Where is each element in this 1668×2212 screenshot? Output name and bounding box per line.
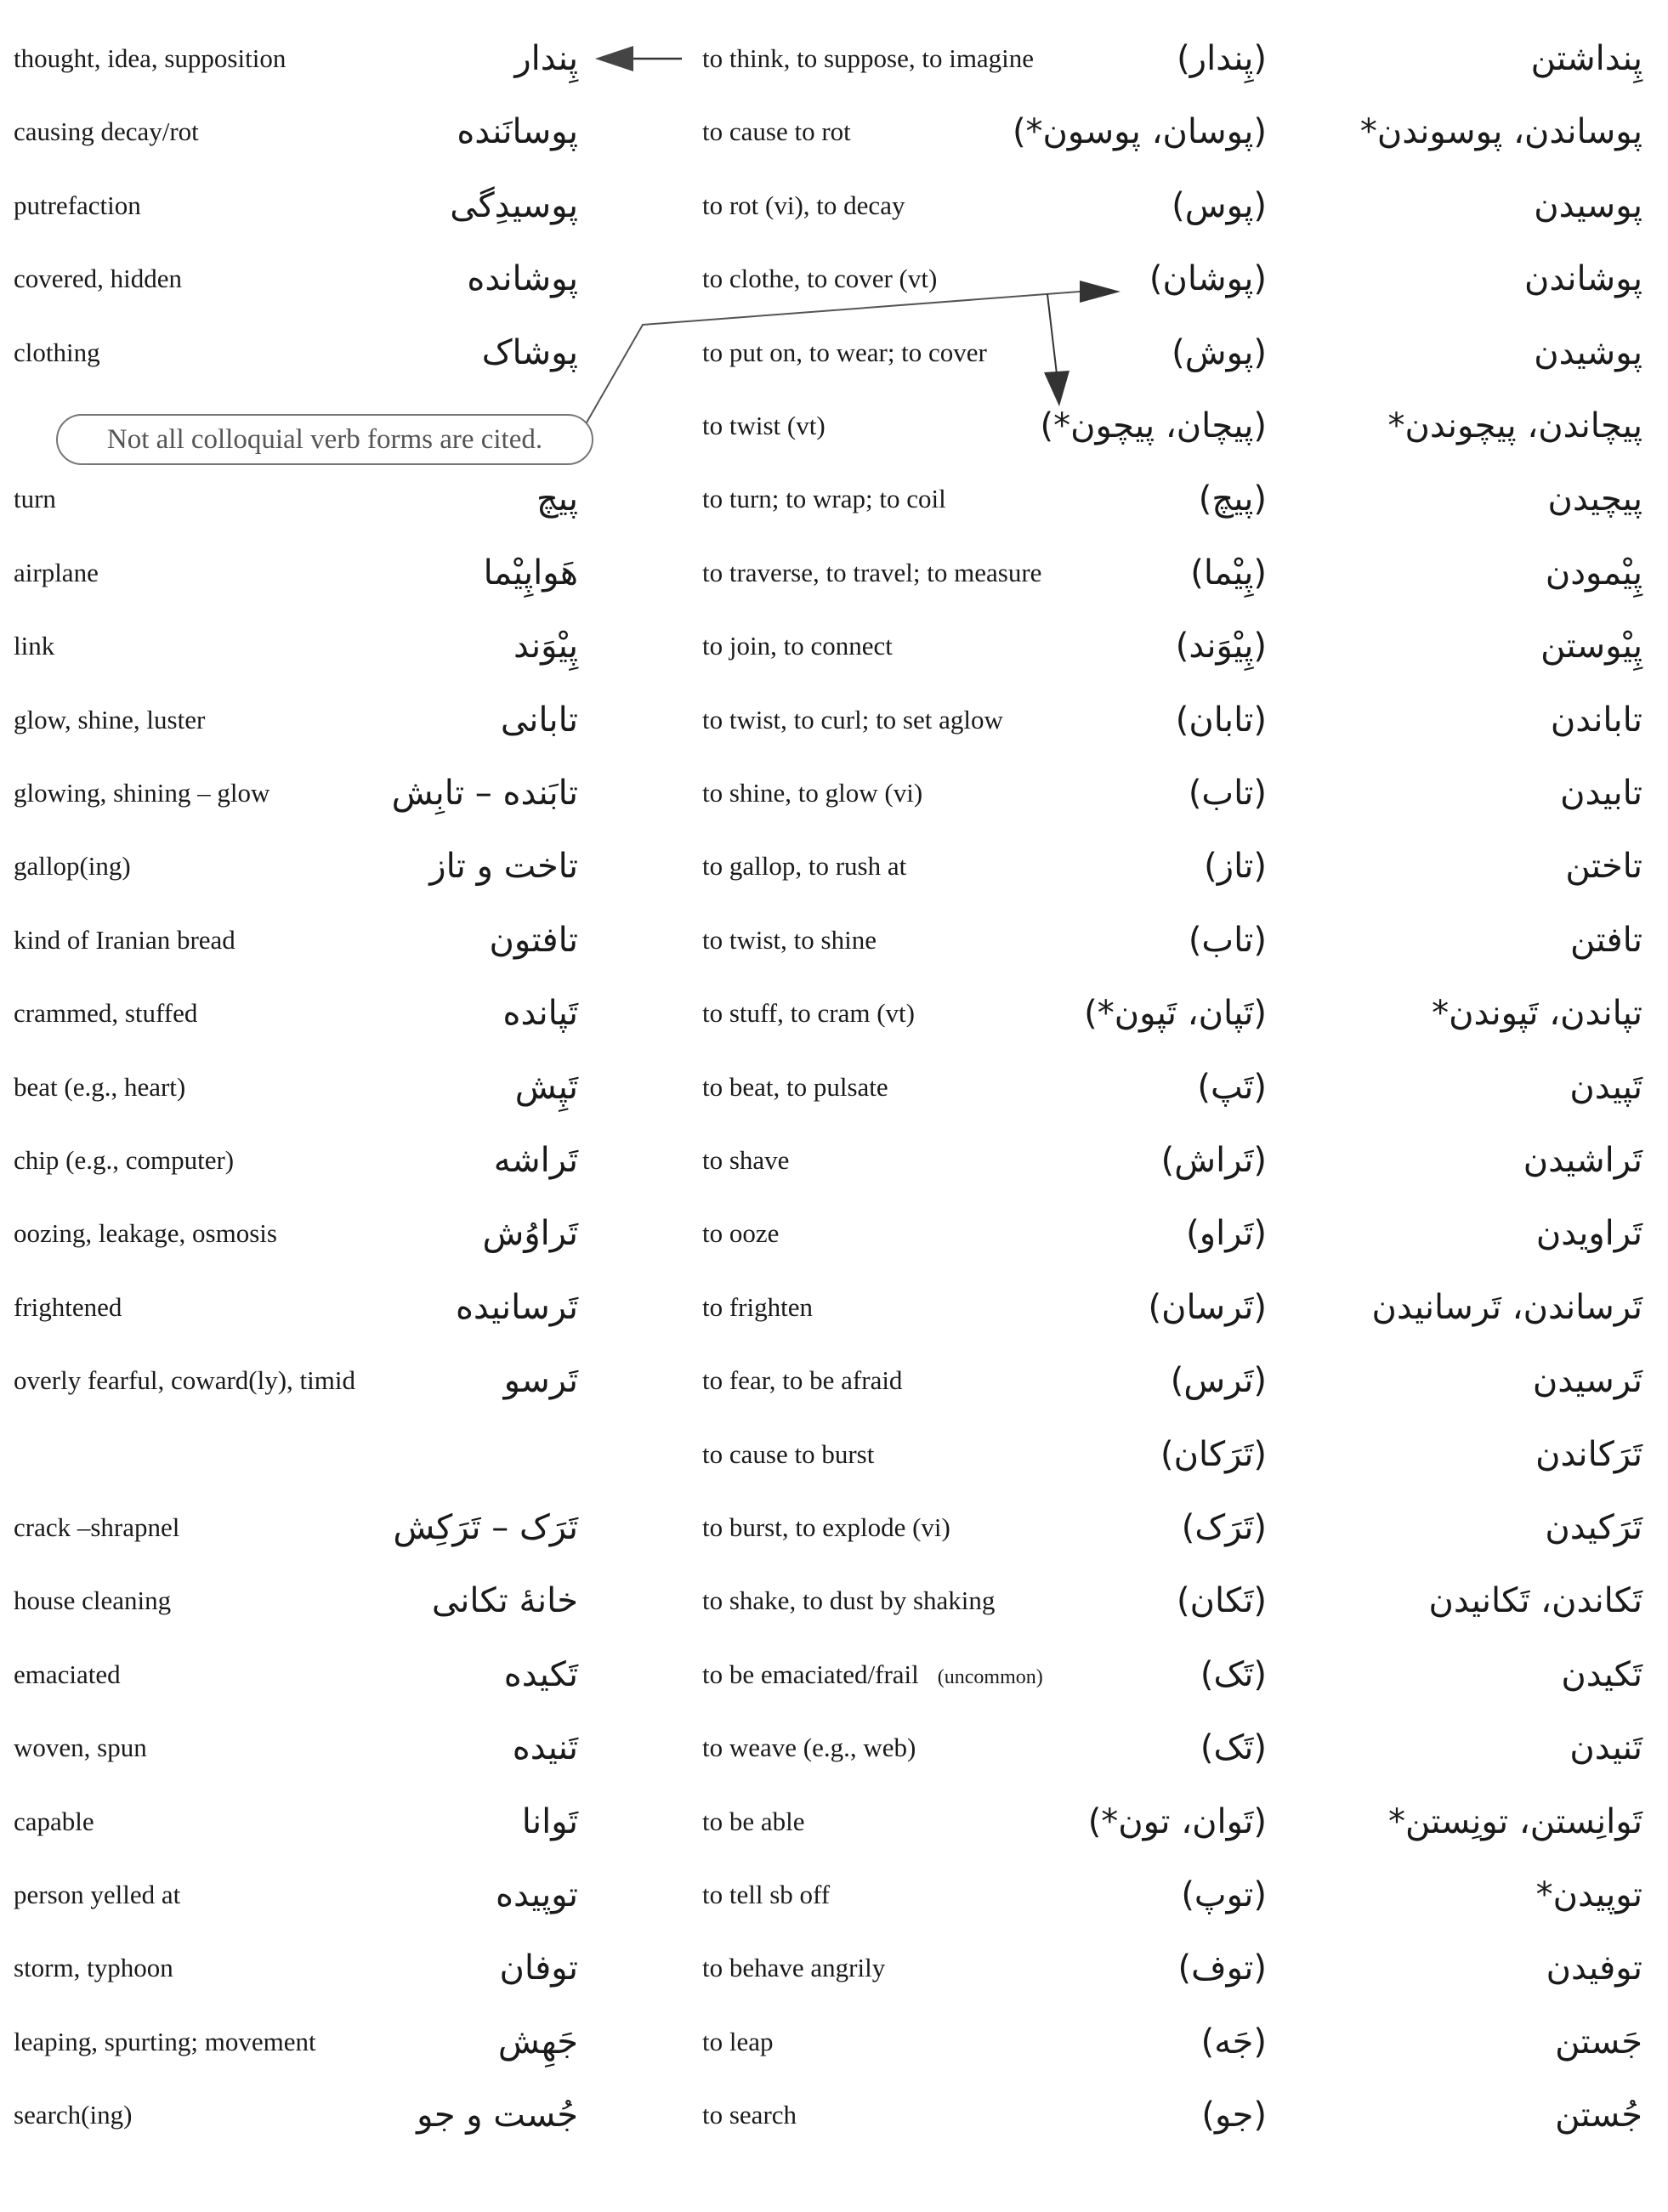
verb-gloss: to leap (702, 2026, 774, 2056)
derived-word-persian: پوشاک (481, 332, 578, 372)
verb-gloss: to search (702, 2100, 797, 2130)
derived-word-gloss: glow, shine, luster (14, 704, 206, 734)
usage-note: (uncommon) (937, 1665, 1043, 1688)
verb-gloss: to burst, to explode (vi) (702, 1512, 950, 1542)
derived-word-persian: تَراشه (493, 1141, 578, 1180)
derived-word-persian: جَهِش (497, 2022, 578, 2062)
derived-word-persian: تَرسو (503, 1361, 578, 1401)
derived-word-persian: پوسیدِگی (450, 185, 578, 225)
infinitive: پِیْمودن (1545, 553, 1642, 593)
infinitive: جُستن (1555, 2096, 1642, 2135)
verb-gloss: to cause to burst (702, 1438, 875, 1469)
derived-word-gloss: clothing (14, 337, 100, 367)
infinitive: پوسیدن (1534, 185, 1642, 225)
derived-word-gloss: chip (e.g., computer) (14, 1145, 235, 1175)
derived-word-gloss: putrefaction (14, 190, 141, 220)
infinitive: پِنداشتن (1530, 39, 1642, 78)
table-row (0, 757, 1668, 830)
table-row (0, 462, 1668, 536)
verb-gloss: to twist, to curl; to set aglow (702, 704, 1003, 734)
infinitive: تَرَکاندن (1535, 1434, 1642, 1474)
present-stem: (تَپان، تَپون*) (1084, 994, 1267, 1034)
table-row (0, 169, 1668, 242)
derived-word-gloss: causing decay/rot (14, 116, 199, 147)
present-stem: (تَکان) (1177, 1581, 1267, 1621)
infinitive: تاختن (1565, 847, 1642, 887)
table-row (0, 95, 1668, 168)
verb-gloss: to twist (vt) (702, 411, 825, 440)
verb-gloss: to frighten (702, 1291, 813, 1322)
infinitive: تپاندن، تَپوندن* (1432, 994, 1642, 1034)
present-stem: (پیچ) (1198, 479, 1267, 519)
derived-word-persian: تاخت و تاز (429, 847, 578, 887)
present-stem: (تَپ) (1197, 1067, 1267, 1107)
verb-gloss: to weave (e.g., web) (702, 1733, 916, 1763)
derived-word-gloss: woven, spun (14, 1733, 147, 1763)
derived-word-persian: پوشانده (467, 259, 578, 299)
table-row (0, 536, 1668, 610)
table-row (0, 977, 1668, 1050)
derived-word-persian: پیچ (536, 479, 578, 519)
derived-word-gloss: leaping, spurting; movement (14, 2026, 316, 2056)
present-stem: (تَرَکان) (1160, 1434, 1267, 1474)
infinitive: پیچیدن (1547, 479, 1642, 519)
table-row (0, 1711, 1668, 1784)
verb-gloss: to ooze (702, 1218, 780, 1249)
table-row (0, 1564, 1668, 1637)
derived-word-persian: هَواپِیْما (483, 553, 578, 593)
infinitive: تاباندن (1550, 700, 1642, 740)
table-row (0, 316, 1668, 389)
present-stem: (توف) (1177, 1948, 1267, 1988)
derived-word-persian: پِندار (514, 39, 578, 78)
derived-word-persian: تَوانا (521, 1801, 578, 1841)
verb-gloss: to shave (702, 1145, 790, 1175)
derived-word-gloss: search(ing) (14, 2100, 133, 2130)
derived-word-gloss: beat (e.g., heart) (14, 1071, 186, 1102)
present-stem: (تَوان، تون*) (1087, 1801, 1267, 1841)
infinitive: پوساندن، پوسوندن* (1359, 112, 1642, 152)
table-row (0, 2079, 1668, 2152)
derived-word-persian: جُست و جو (417, 2096, 578, 2135)
present-stem: (پیچان، پیچون*) (1040, 406, 1267, 445)
present-stem: (تاب) (1188, 774, 1267, 813)
verb-gloss: to tell sb off (702, 1880, 831, 1909)
derived-word-persian: تَرَک – تَرَکِش (393, 1508, 578, 1547)
present-stem: (تَرسان) (1148, 1287, 1267, 1327)
verb-gloss: to shake, to dust by shaking (702, 1585, 996, 1616)
derived-word-gloss: capable (14, 1806, 94, 1836)
derived-word-gloss: house cleaning (14, 1585, 172, 1616)
derived-word-persian: تابَنده – تابِش (391, 774, 578, 813)
infinitive: تَنیدن (1569, 1728, 1642, 1768)
derived-word-gloss: covered, hidden (14, 264, 182, 294)
infinitive: تابیدن (1560, 774, 1642, 813)
derived-word-gloss: thought, idea, supposition (14, 43, 287, 73)
table-row (0, 1858, 1668, 1931)
verb-gloss: to traverse, to travel; to measure (702, 557, 1042, 587)
table-row (0, 22, 1668, 95)
infinitive: تَکیدن (1561, 1654, 1642, 1694)
present-stem: (تاب) (1188, 920, 1267, 960)
derived-word-persian: تافتون (489, 920, 578, 960)
derived-word-gloss: person yelled at (14, 1880, 181, 1909)
derived-word-gloss: storm, typhoon (14, 1953, 173, 1983)
derived-word-persian: پوسانَنده (457, 112, 578, 152)
verb-gloss: to think, to suppose, to imagine (702, 43, 1035, 73)
table-row (0, 1638, 1668, 1711)
present-stem: (پوش) (1172, 332, 1267, 372)
verb-gloss: to put on, to wear; to cover (702, 337, 987, 367)
infinitive: تَپیدن (1569, 1067, 1642, 1107)
verb-gloss: to fear, to be afraid (702, 1365, 903, 1396)
present-stem: (پِیْما) (1190, 553, 1267, 593)
derived-word-gloss: kind of Iranian bread (14, 924, 235, 955)
verb-gloss: to gallop, to rush at (702, 851, 907, 882)
present-stem: (جَه) (1200, 2022, 1267, 2062)
infinitive: تَوانِستن، تونِستن* (1387, 1801, 1642, 1841)
table-row (0, 683, 1668, 757)
verb-gloss: to stuff, to cram (vt) (702, 998, 915, 1029)
derived-word-gloss: turn (14, 484, 56, 514)
derived-word-persian: توفان (499, 1948, 578, 1988)
derived-word-gloss: crammed, stuffed (14, 998, 198, 1029)
derived-word-persian: تابانی (500, 700, 578, 740)
verb-gloss: to cause to rot (702, 116, 851, 147)
infinitive: پیچاندن، پیچوندن* (1387, 406, 1642, 445)
derived-word-persian: خانهٔ تکانی (431, 1581, 578, 1621)
infinitive: تَراشیدن (1523, 1141, 1642, 1180)
infinitive: پوشاندن (1523, 259, 1642, 299)
present-stem: (توپ) (1181, 1875, 1267, 1914)
table-row (0, 1491, 1668, 1564)
table-row (0, 1271, 1668, 1344)
table-row (0, 242, 1668, 315)
present-stem: (پوسان، پوسون*) (1012, 112, 1267, 152)
derived-word-gloss: gallop(ing) (14, 851, 131, 882)
present-stem: (پِیْوَند) (1175, 627, 1267, 666)
derived-word-persian: توپیده (496, 1875, 578, 1914)
infinitive: جَستن (1555, 2022, 1642, 2062)
table-row (0, 610, 1668, 683)
table-row (0, 1931, 1668, 2005)
verb-gloss: to be able (702, 1806, 805, 1836)
derived-word-gloss: emaciated (14, 1659, 121, 1689)
table-row (0, 2005, 1668, 2079)
derived-word-persian: تَپانده (502, 994, 578, 1034)
table-row (0, 1051, 1668, 1124)
infinitive: تَرَکیدن (1545, 1508, 1642, 1547)
verb-gloss: to twist, to shine (702, 924, 877, 955)
verb-gloss: to be emaciated/frail (uncommon) (702, 1659, 1043, 1689)
derived-word-gloss: overly fearful, coward(ly), timid (14, 1365, 355, 1396)
verb-gloss: to join, to connect (702, 631, 893, 661)
table-row (0, 904, 1668, 977)
derived-word-gloss: airplane (14, 557, 99, 587)
present-stem: (تَک) (1200, 1654, 1267, 1694)
derived-word-gloss: oozing, leakage, osmosis (14, 1218, 277, 1249)
verb-gloss: to shine, to glow (vi) (702, 778, 923, 808)
present-stem: (تابان) (1175, 700, 1267, 740)
derived-word-persian: تَراوُش (482, 1214, 578, 1254)
present-stem: (پوس) (1172, 185, 1267, 225)
present-stem: (تَرس) (1170, 1361, 1267, 1401)
derived-word-persian: تَنیده (512, 1728, 578, 1768)
table-row (0, 1124, 1668, 1197)
present-stem: (پوشان) (1149, 259, 1267, 299)
verb-gloss: to rot (vi), to decay (702, 190, 905, 220)
verb-gloss: to beat, to pulsate (702, 1071, 888, 1102)
present-stem: (پِندار) (1177, 39, 1267, 78)
table-row (0, 830, 1668, 903)
infinitive: پوشیدن (1534, 332, 1642, 372)
infinitive: توپیدن* (1535, 1875, 1642, 1914)
infinitive: تَراویدن (1535, 1214, 1642, 1254)
table-row (0, 1197, 1668, 1270)
infinitive: توفیدن (1546, 1948, 1642, 1988)
derived-word-gloss: glowing, shining – glow (14, 778, 270, 808)
present-stem: (جو) (1201, 2096, 1267, 2135)
verb-gloss: to clothe, to cover (vt) (702, 264, 938, 294)
verb-gloss: to behave angrily (702, 1953, 886, 1983)
table-row (0, 1785, 1668, 1858)
table-row (0, 1344, 1668, 1417)
infinitive: تَکاندن، تَکانیدن (1428, 1581, 1642, 1621)
derived-word-persian: تَرسانیده (455, 1287, 578, 1327)
infinitive: پِیْوستن (1540, 627, 1642, 666)
derived-word-persian: تَکیده (503, 1654, 578, 1694)
present-stem: (تَک) (1200, 1728, 1267, 1768)
present-stem: (تاز) (1204, 847, 1267, 887)
callout-note: Not all colloquial verb forms are cited. (56, 414, 593, 465)
derived-word-persian: تَپِش (514, 1067, 578, 1107)
derived-word-gloss: link (14, 631, 55, 661)
verb-gloss: to turn; to wrap; to coil (702, 484, 946, 514)
present-stem: (تَرَک) (1181, 1508, 1267, 1547)
present-stem: (تَراش) (1160, 1141, 1267, 1180)
derived-word-gloss: crack –shrapnel (14, 1512, 180, 1542)
infinitive: تافتن (1570, 920, 1642, 960)
table-row (0, 1418, 1668, 1491)
infinitive: تَرساندن، تَرسانیدن (1371, 1287, 1642, 1327)
present-stem: (تَراو) (1186, 1214, 1267, 1254)
derived-word-gloss: frightened (14, 1291, 122, 1322)
derived-word-persian: پِیْوَند (513, 627, 578, 666)
infinitive: تَرسیدن (1532, 1361, 1642, 1401)
